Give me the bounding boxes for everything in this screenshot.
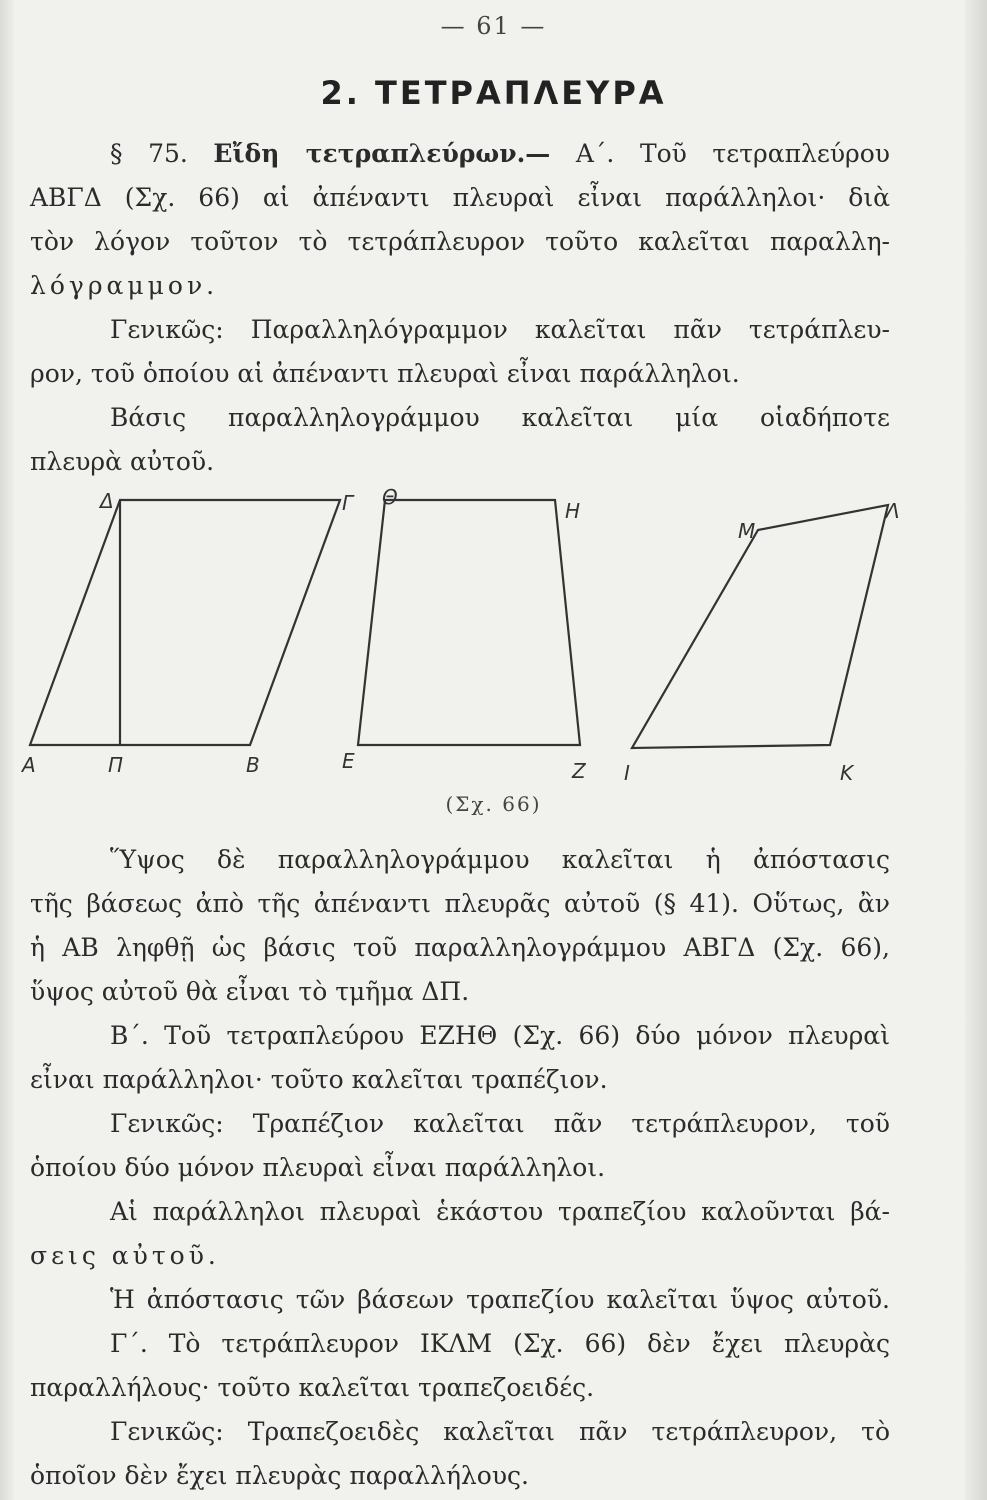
text-line: λόγραμμον. — [30, 271, 219, 300]
text-line: τῆς βάσεως ἀπὸ τῆς ἀπέναντι πλευρᾶς αὐτοῦ (§ 41). Οὕτως, ἂν — [30, 889, 890, 918]
text-line: ἡ ΑΒ ληφθῇ ὡς βάσις τοῦ παραλληλογράμμου ΑΒΓΔ (Σχ. 66), — [30, 933, 890, 962]
label-theta: Θ — [382, 485, 398, 509]
trapezoid-iklm — [632, 505, 888, 748]
chapter-title: 2. ΤΕΤΡΑΠΛΕΥΡΑ — [320, 74, 667, 112]
text-line: Αἱ παράλληλοι πλευραὶ ἑκάστου τραπεζίου καλοῦνται βά- — [110, 1197, 890, 1226]
text-line: Γ΄. Τὸ τετράπλευρον ΙΚΛΜ (Σχ. 66) δὲν ἔχει πλευρὰς — [110, 1329, 890, 1358]
label-beta: Β — [246, 753, 260, 777]
page-number: — 61 — — [440, 12, 547, 40]
text-line: παραλλήλους· τοῦτο καλεῖται τραπεζοειδές. — [30, 1373, 595, 1402]
section-heading: Εἴδη τετραπλεύρων.— — [213, 139, 551, 168]
text-line: Γενικῶς: Παραλληλόγραμμον καλεῖται πᾶν τετράπλευ- — [110, 315, 890, 344]
text-line: ὁποίου δύο μόνον πλευραὶ εἶναι παράλληλοι. — [30, 1153, 606, 1182]
text-line: εἶναι παράλληλοι· τοῦτο καλεῖται τραπέζιον. — [30, 1065, 608, 1094]
label-kappa: Κ — [840, 761, 854, 785]
text-line: Γενικῶς: Τραπεζοειδὲς καλεῖται πᾶν τετράπλευρον, τὸ — [110, 1417, 890, 1446]
text-line: ὕψος αὐτοῦ θὰ εἶναι τὸ τμῆμα ΔΠ. — [30, 977, 470, 1006]
label-gamma: Γ — [342, 491, 354, 515]
text-line: ΑΒΓΔ (Σχ. 66) αἱ ἀπέναντι πλευραὶ εἶναι παράλληλοι· διὰ — [30, 183, 890, 212]
text-line: Γενικῶς: Τραπέζιον καλεῖται πᾶν τετράπλευρον, τοῦ — [110, 1109, 890, 1138]
label-mu: Μ — [738, 519, 756, 543]
label-alpha: Α — [22, 753, 36, 777]
label-eta: Η — [565, 499, 581, 523]
label-lambda: Λ — [886, 499, 900, 523]
figure-caption: (Σχ. 66) — [445, 792, 542, 816]
text-line: σεις αὐτοῦ. — [30, 1241, 220, 1270]
text-line: ρον, τοῦ ὁποίου αἱ ἀπέναντι πλευραὶ εἶναι παράλληλοι. — [30, 359, 740, 388]
label-delta: Δ — [100, 489, 114, 513]
text-line: Β΄. Τοῦ τετραπλεύρου ΕΖΗΘ (Σχ. 66) δύο μόνον πλευραὶ — [110, 1021, 890, 1050]
body-text — [30, 838, 890, 1498]
text-line: πλευρὰ αὐτοῦ. — [30, 447, 215, 476]
section-75-text — [30, 132, 890, 484]
page-edge-left — [0, 0, 14, 1500]
text-line: Βάσις παραλληλογράμμου καλεῖται μία οἱαδήποτε — [110, 403, 890, 432]
label-zeta: Ζ — [572, 759, 586, 783]
section-heading-line — [30, 132, 890, 176]
label-epsilon: Ε — [342, 749, 355, 773]
label-iota: Ι — [624, 761, 630, 785]
label-pi: Π — [108, 753, 124, 777]
figure-66 — [20, 485, 900, 790]
page-edge-right — [965, 0, 987, 1500]
text-line: τὸν λόγον τοῦτον τὸ τετράπλευρον τοῦτο καλεῖται παραλλη- — [30, 227, 890, 256]
text-line: ὁποῖον δὲν ἔχει πλευρὰς παραλλήλους. — [30, 1461, 529, 1490]
section-first-line: Α΄. Τοῦ τετραπλεύρου — [575, 139, 890, 168]
parallelogram-abgd — [30, 500, 340, 745]
section-number: § 75. — [110, 139, 188, 168]
text-line: Ἡ ἀπόστασις τῶν βάσεων τραπεζίου καλεῖται ὕψος αὐτοῦ. — [110, 1285, 890, 1314]
trapezoid-ezhth — [358, 500, 580, 745]
text-line: Ὕψος δὲ παραλληλογράμμου καλεῖται ἡ ἀπόστασις — [110, 845, 890, 874]
